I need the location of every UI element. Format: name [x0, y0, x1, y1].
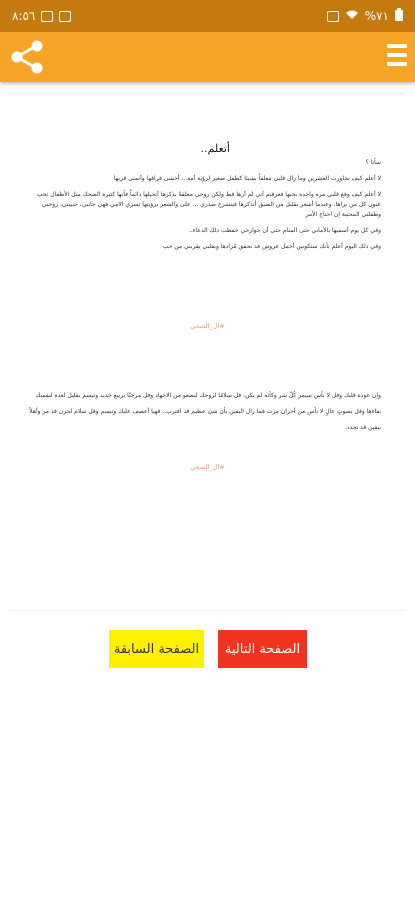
- menu-icon-bar: [387, 44, 407, 48]
- translate-icon: [59, 11, 71, 22]
- gallery-icon: [41, 11, 53, 22]
- post-section-2: [28, 388, 381, 436]
- post-paragraph: لا أعلم كيف تجاوزت العشرين وما زال قلبي معلقاً بشيئا كطفل صغير لرؤية أمه... أخشى فراقها وأتمنى قربها: [113, 175, 381, 182]
- battery-text: %٧١: [364, 9, 389, 23]
- post-paragraph: وإن عودة قلبك وقل لا بأس سيمر كُلّ شر وكأنه لم يكن، قل سلامًا لروحك لتصعو من الاجهاد وقل مرحبًا بربيع جديد وتبسم بقليل لعدة لنفسك نقاءها وقل بصوتٍ عالٍ لا بأس من أحزان مرت فما زال اليقين بأن شئ عظيم قد اقترب.. فهيا أعصف عليك وتبسم وقل سلام لحزن قد مر وأهلاً بيقين قد تجدد.: [29, 392, 381, 431]
- post-paragraph: وفي كل يوم أسميها بالأماني حتى المنام حتى أن جوارحي حفظت ذلك الدعاء..: [188, 227, 381, 234]
- status-bar: [0, 0, 415, 32]
- post-title: أتعلم..: [200, 142, 230, 155]
- share-icon: [8, 38, 46, 76]
- content-divider-top: [10, 93, 405, 94]
- battery-icon: [395, 8, 403, 24]
- post-paragraph: وفي ذلك اليوم أعلم بأنك ستكونين أجمل عروس قد تحقق مُرادها وبقلبي يقربني من حب: [162, 243, 381, 250]
- content-divider-bottom: [10, 610, 405, 611]
- alarm-icon: [327, 11, 339, 22]
- status-time: ٨:٥٦: [12, 9, 36, 23]
- menu-button[interactable]: [387, 44, 407, 66]
- post-section-1: [28, 158, 381, 252]
- wifi-icon: [345, 9, 359, 23]
- previous-page-button[interactable]: الصفحة السابقة: [109, 630, 204, 668]
- author-hashtag[interactable]: #ال_الشحي: [190, 322, 225, 330]
- author-hashtag[interactable]: #ال_الشحي: [190, 463, 225, 471]
- menu-icon-bar: [387, 62, 407, 66]
- menu-icon-bar: [387, 53, 407, 57]
- post-paragraph: سأنا ؟: [365, 159, 381, 166]
- post-paragraph: لا أعلم كيف وقع قلبي مرة واحدة بحبها فعرفتم أني لم أرها قط ولكن روحي معلقةً بذكرها أتخيلها دائماً فأنها كثيرة الضحك مثل الأطفال تحب عيون كل من يراها، وعندما أشعر بقليل من الضيق أتذكرها فينشرح صدري ... على والشعر برؤيتها تسري الامي فهي جانبي، حبيبتي، زوجتي وطفلتي المحببة إن احتاج الأمر: [36, 191, 381, 218]
- share-button[interactable]: [8, 38, 46, 76]
- app-bar: [0, 32, 415, 82]
- next-page-button[interactable]: الصفحة التالية: [218, 630, 307, 668]
